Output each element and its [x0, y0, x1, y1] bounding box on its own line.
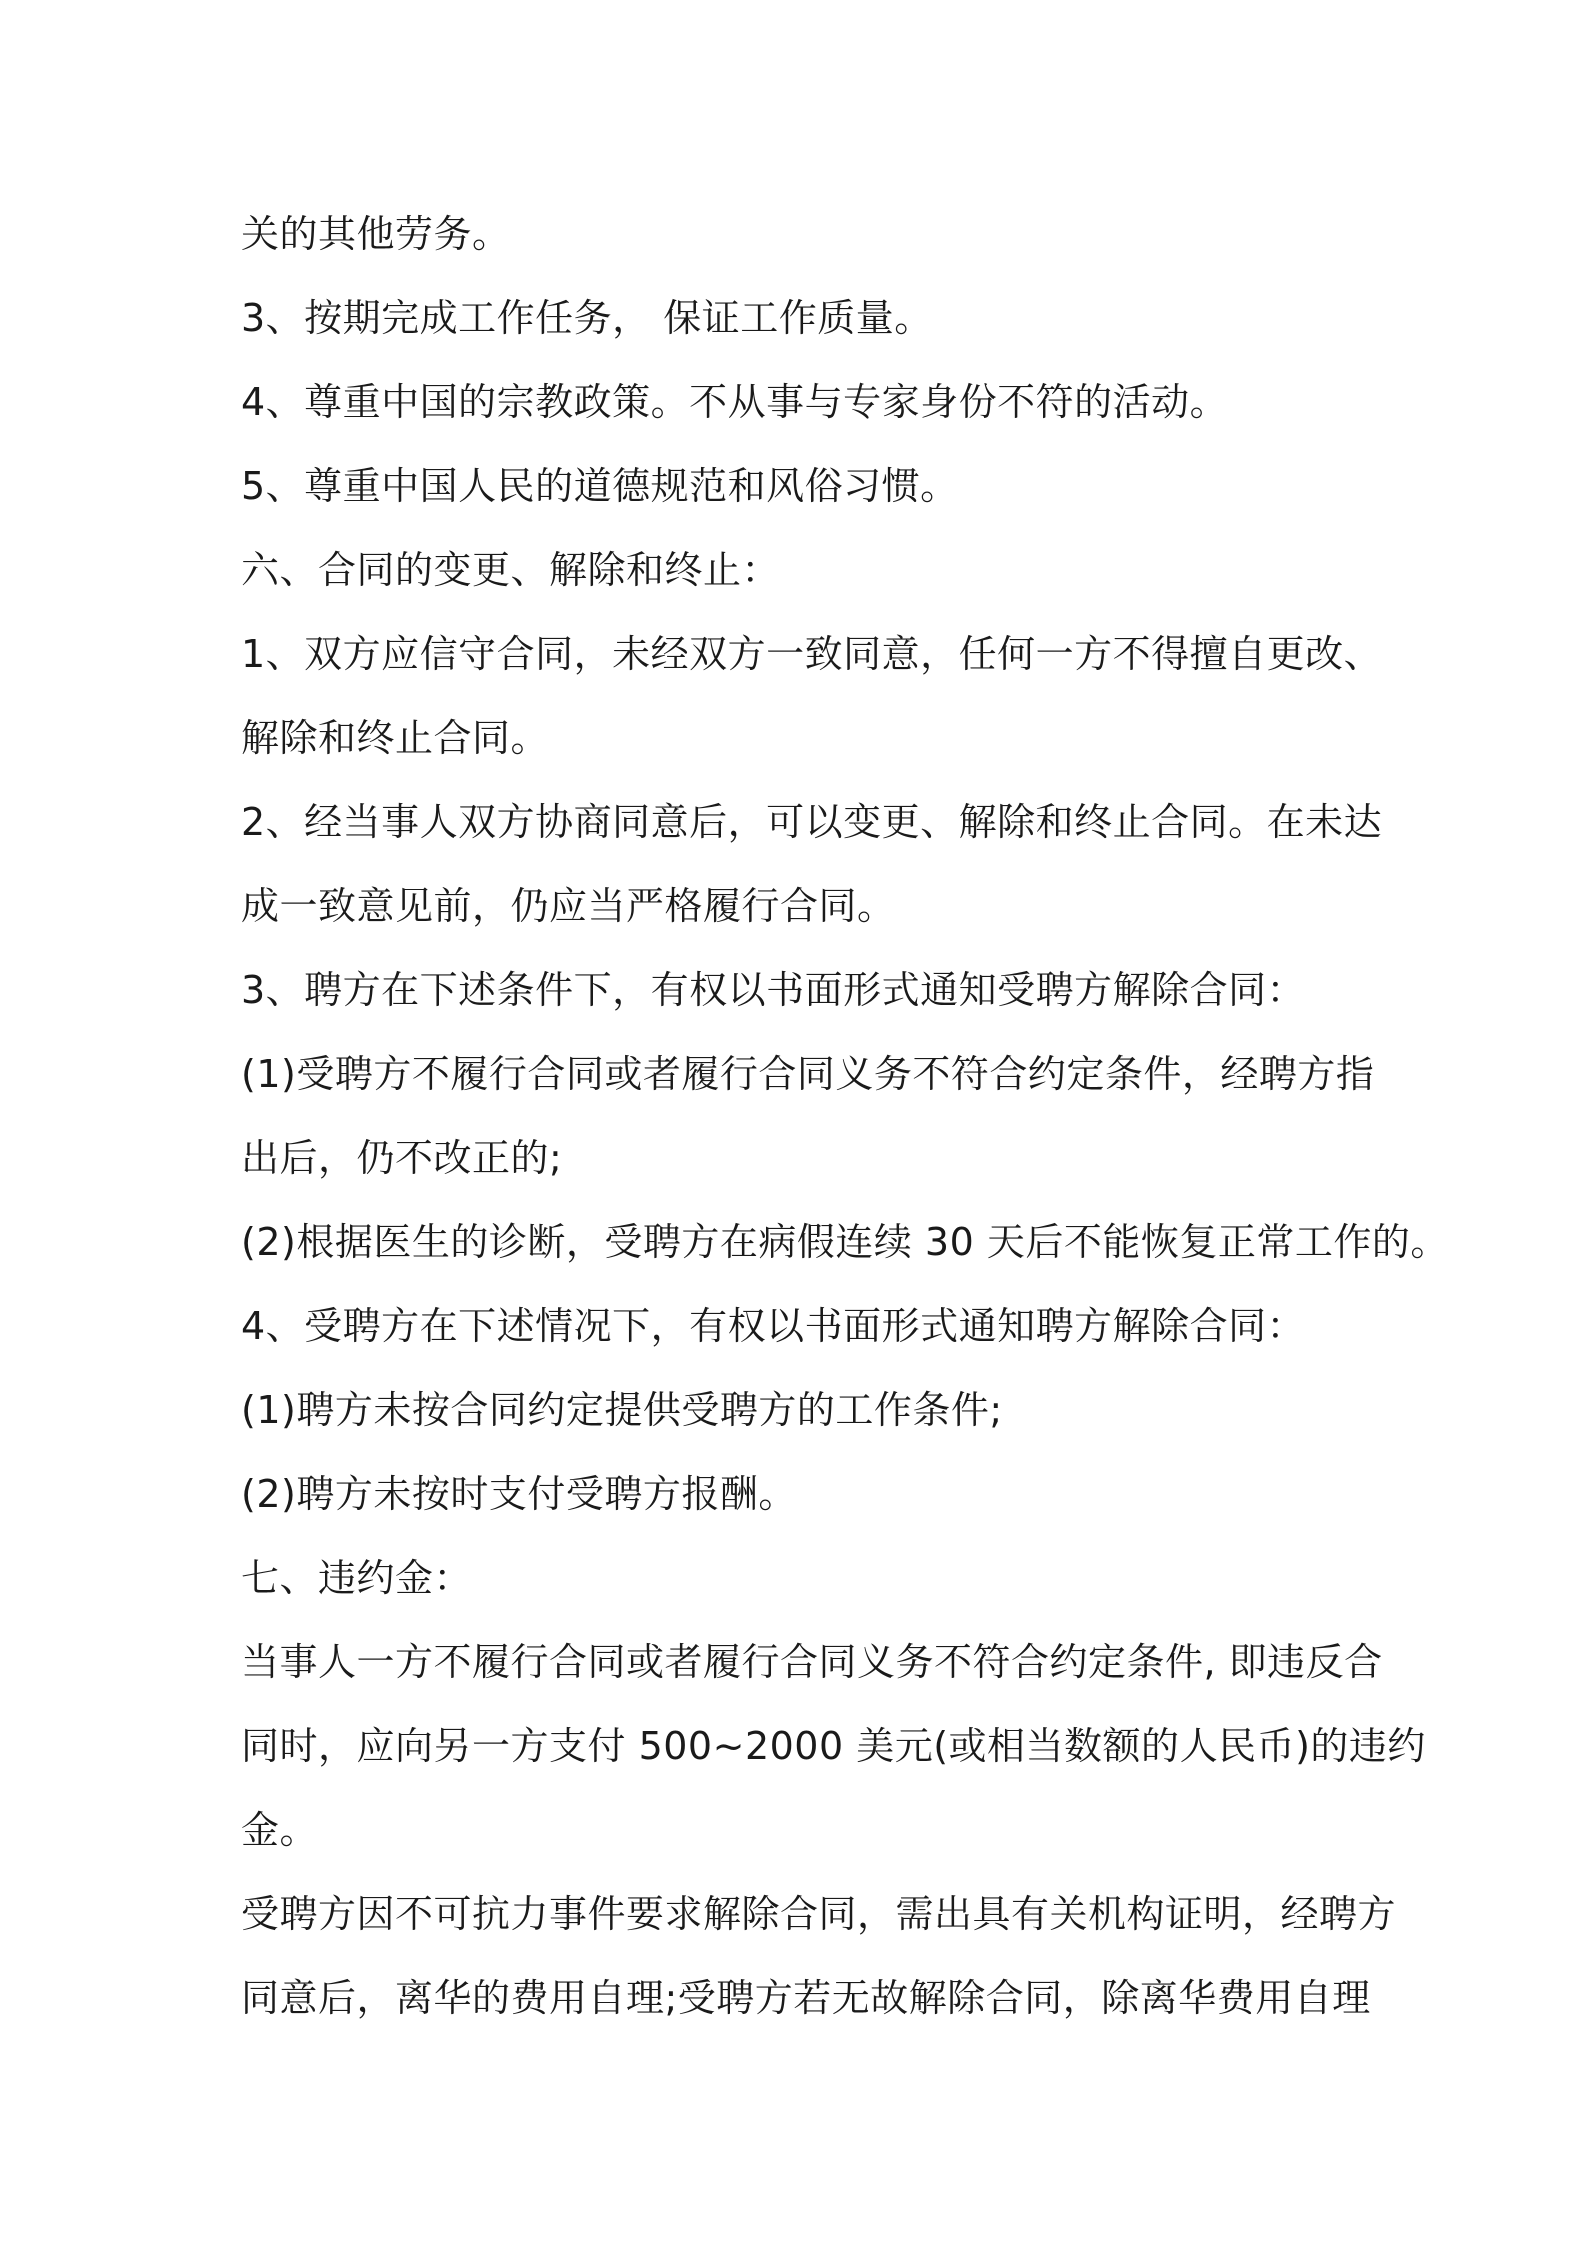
text-line: (1)受聘方不履行合同或者履行合同义务不符合约定条件，经聘方指 — [241, 1052, 1375, 1096]
text-line: 4、受聘方在下述情况下，有权以书面形式通知聘方解除合同： — [241, 1304, 1306, 1348]
text-line: (2)根据医生的诊断，受聘方在病假连续 30 天后不能恢复正常工作的。 — [241, 1220, 1449, 1264]
document-body — [241, 205, 1449, 2053]
text-line: 5、尊重中国人民的道德规范和风俗习惯。 — [241, 464, 959, 508]
text-line: 1、双方应信守合同，未经双方一致同意，任何一方不得擅自更改、 — [241, 632, 1383, 676]
text-line: 3、聘方在下述条件下，有权以书面形式通知受聘方解除合同： — [241, 968, 1306, 1012]
text-line: 关的其他劳务。 — [241, 212, 511, 256]
text-line: 同时，应向另一方支付 500~2000 美元(或相当数额的人民币)的违约 — [241, 1724, 1426, 1768]
text-line: 受聘方因不可抗力事件要求解除合同，需出具有关机构证明，经聘方 — [241, 1892, 1397, 1936]
text-line: 解除和终止合同。 — [241, 716, 550, 760]
text-line: 同意后，离华的费用自理;受聘方若无故解除合同，除离华费用自理 — [241, 1976, 1371, 2020]
text-line: 出后，仍不改正的; — [241, 1136, 563, 1180]
text-line: (2)聘方未按时支付受聘方报酬。 — [241, 1472, 797, 1516]
text-line: 成一致意见前，仍应当严格履行合同。 — [241, 884, 896, 928]
text-line: (1)聘方未按合同约定提供受聘方的工作条件; — [241, 1388, 1003, 1432]
section-heading: 六、合同的变更、解除和终止： — [241, 548, 781, 592]
text-line: 2、经当事人双方协商同意后，可以变更、解除和终止合同。在未达 — [241, 800, 1383, 844]
text-line: 3、按期完成工作任务， 保证工作质量。 — [241, 296, 933, 340]
text-line: 4、尊重中国的宗教政策。不从事与专家身份不符的活动。 — [241, 380, 1229, 424]
section-heading: 七、违约金： — [241, 1556, 473, 1600]
text-line: 金。 — [241, 1808, 319, 1852]
text-line: 当事人一方不履行合同或者履行合同义务不符合约定条件, 即违反合 — [241, 1640, 1383, 1684]
